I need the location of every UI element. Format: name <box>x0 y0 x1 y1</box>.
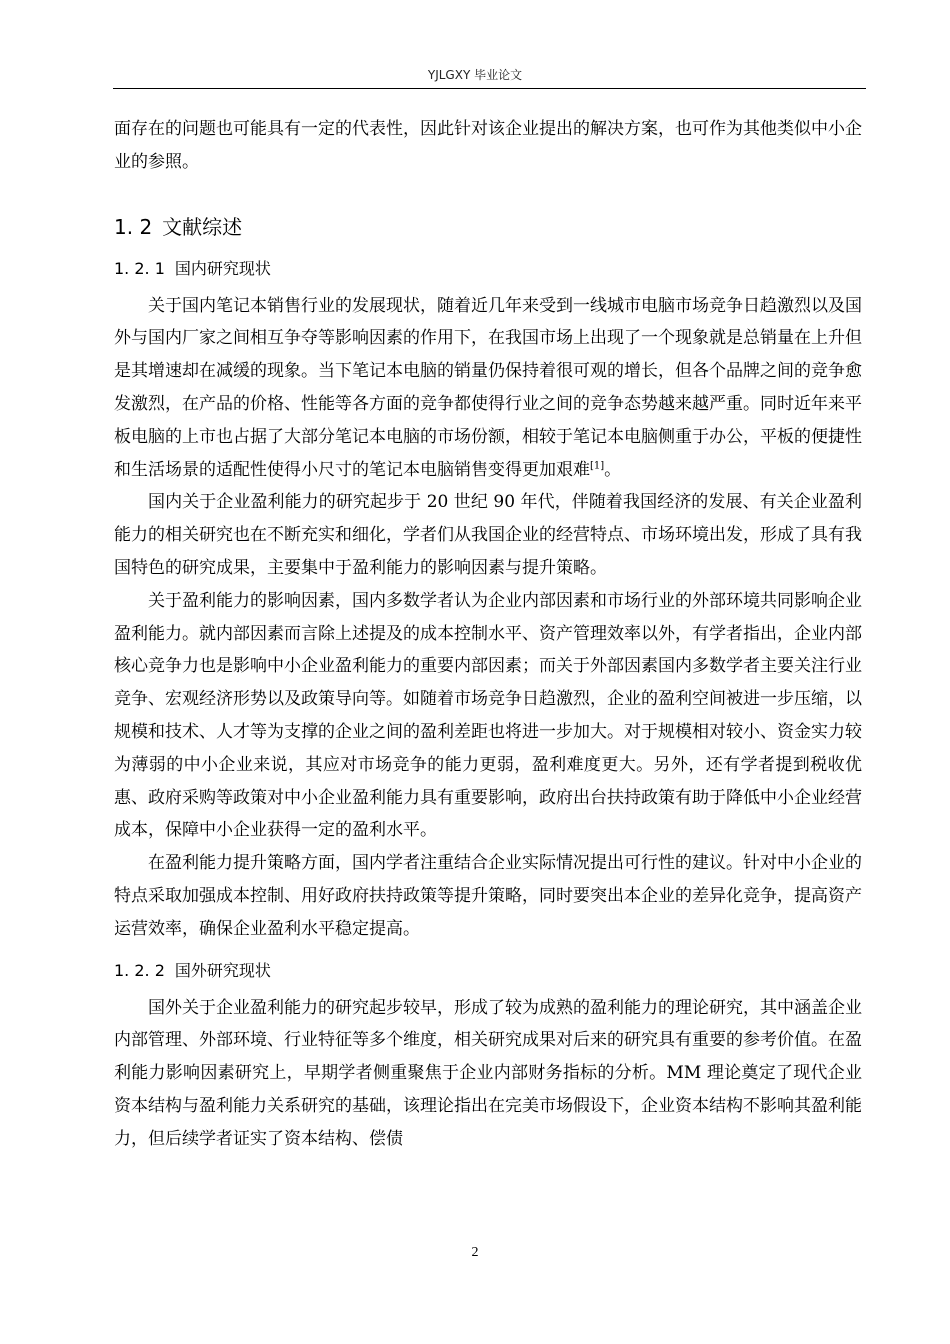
subsection-title: 国内研究现状 <box>174 258 271 278</box>
paragraph-improvement-strategy: 在盈利能力提升策略方面，国内学者注重结合企业实际情况提出可行性的建议。针对中小企业的特点采取加强成本控制、用好政府扶持政策等提升策略，同时要突出本企业的差异化竞争，提高资产运营效率，确保企业盈利水平稳定提高。 <box>114 853 862 939</box>
subsection-number: 1. 2. 2 <box>114 960 165 980</box>
section-number: 1. 2 <box>114 214 153 239</box>
citation-ref: [1] <box>590 459 605 471</box>
paragraph-text: 关于国内笔记本销售行业的发展现状，随着近几年来受到一线城市电脑市场竞争日趋激烈以及国外与国内厂家之间相互争夺等影响因素的作用下，在我国市场上出现了一个现象就是总销量在上升但是其增速却在减缓的现象。当下笔记本电脑的销量仍保持着很可观的增长，但各个品牌之间的竞争愈发激烈，在产品的价格、性能等各方面的竞争都使得行业之间的竞争态势越来越严重。同时近年来平板电脑的上市也占据了大部分笔记本电脑的市场份额，相较于笔记本电脑侧重于办公，平板的便捷性和生活场景的适配性使得小尺寸的笔记本电脑销售变得更加艰难 <box>114 295 862 480</box>
paragraph-end: 。 <box>604 459 622 480</box>
subsection-title: 国外研究现状 <box>174 960 271 980</box>
paragraph-influencing-factors: 关于盈利能力的影响因素，国内多数学者认为企业内部因素和市场行业的外部环境共同影响企业盈利能力。就内部因素而言除上述提及的成本控制水平、资产管理效率以外，有学者指出，企业内部核心竞争力也是影响中小企业盈利能力的重要内部因素；而关于外部因素国内多数学者主要关注行业竞争、宏观经济形势以及政策导向等。如随着市场竞争日趋激烈，企业的盈利空间被进一步压缩，以规模和技术、人才等为支撑的企业之间的盈利差距也将进一步加大。对于规模相对较小、资金实力较为薄弱的中小企业来说，其应对市场竞争的能力更弱，盈利难度更大。另外，还有学者提到税收优惠、政府采购等政策对中小企业盈利能力具有重要影响，政府出台扶持政策有助于降低中小企业经营成本，保障中小企业获得一定的盈利水平。 <box>114 590 862 841</box>
subsection-heading-domestic <box>114 254 862 284</box>
subsection-number: 1. 2. 1 <box>114 258 165 278</box>
paragraph-foreign-research: 国外关于企业盈利能力的研究起步较早，形成了较为成熟的盈利能力的理论研究，其中涵盖企业内部管理、外部环境、行业特征等多个维度，相关研究成果对后来的研究具有重要的参考价值。在盈利能力影响因素研究上，早期学者侧重聚焦于企业内部财务指标的分析。MM 理论奠定了现代企业资本结构与盈利能力关系研究的基础，该理论指出在完美市场假设下，企业资本结构不影响其盈利能力，但后续学者证实了资本结构、偿债 <box>114 997 862 1149</box>
section-title: 文献综述 <box>162 214 243 239</box>
section-heading-literature-review <box>114 212 862 242</box>
paragraph-domestic-research: 国内关于企业盈利能力的研究起步于 20 世纪 90 年代，伴随着我国经济的发展、有关企业盈利能力的相关研究也在不断充实和细化，学者们从我国企业的经营特点、市场环境出发，形成了具有我国特色的研究成果，主要集中于盈利能力的影响因素与提升策略。 <box>114 492 862 578</box>
paragraph-notebook-industry <box>114 290 862 487</box>
running-header: YJLGXY 毕业论文 <box>427 68 523 82</box>
paragraph-continuation: 面存在的问题也可能具有一定的代表性，因此针对该企业提出的解决方案，也可作为其他类似中小企业的参照。 <box>114 119 862 172</box>
header-divider <box>113 88 866 89</box>
page-number: 2 <box>471 1245 479 1260</box>
page-body <box>114 113 862 1156</box>
subsection-heading-foreign <box>114 956 862 986</box>
